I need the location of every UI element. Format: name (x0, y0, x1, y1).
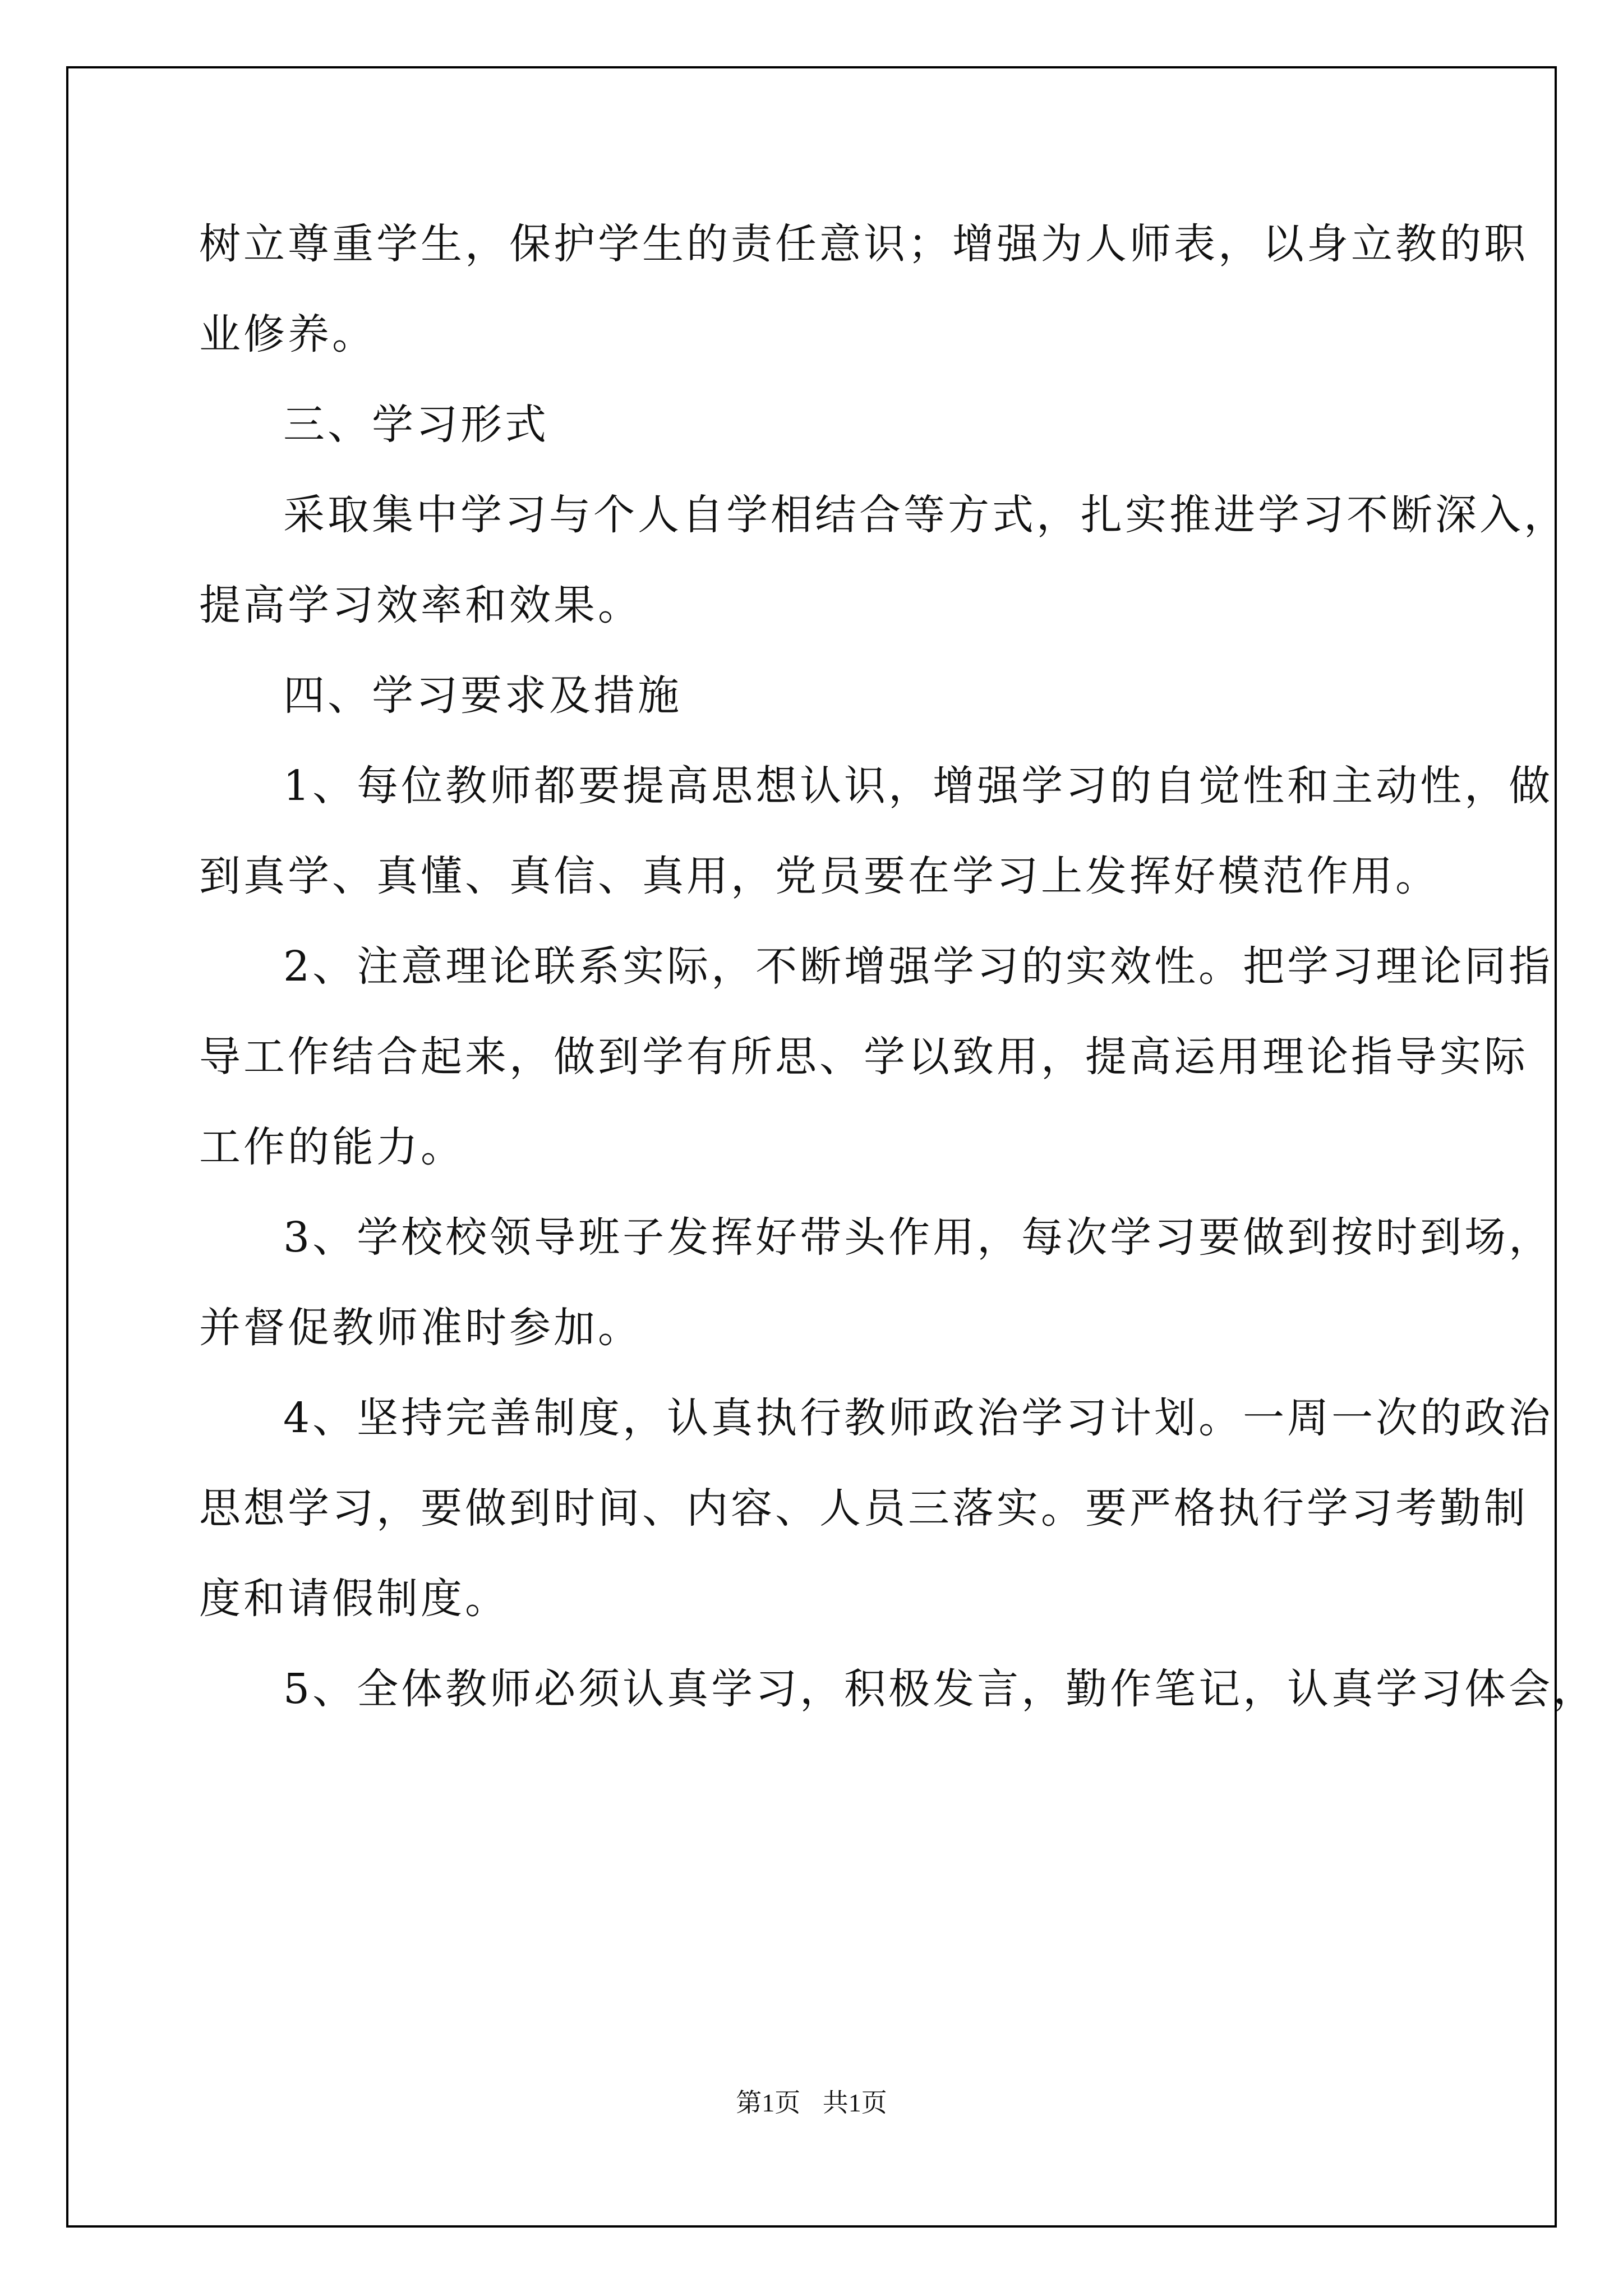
body-line: 5、全体教师必须认真学习，积极发言，勤作笔记，认真学习体会， (283, 1665, 1598, 1713)
page-number: 第1页 (736, 2088, 801, 2117)
section-heading: 三、学习形式 (283, 401, 549, 449)
body-line: 工作的能力。 (199, 1123, 465, 1171)
section-heading: 四、学习要求及措施 (283, 671, 682, 720)
body-line: 度和请假制度。 (199, 1575, 509, 1623)
body-line: 并督促教师准时参加。 (199, 1304, 642, 1352)
body-line: 4、坚持完善制度，认真执行教师政治学习计划。一周一次的政治 (283, 1394, 1553, 1442)
page-total: 共1页 (822, 2088, 887, 2117)
body-line: 2、注意理论联系实际，不断增强学习的实效性。把学习理论同指 (283, 942, 1553, 991)
body-line: 思想学习，要做到时间、内容、人员三落实。要严格执行学习考勤制 (199, 1484, 1528, 1533)
body-line: 提高学习效率和效果。 (199, 581, 642, 629)
body-line: 3、学校校领导班子发挥好带头作用，每次学习要做到按时到场， (283, 1213, 1553, 1262)
page-footer (0, 2082, 1623, 2119)
body-line: 到真学、真懂、真信、真用，党员要在学习上发挥好模范作用。 (199, 852, 1440, 900)
body-line: 树立尊重学生，保护学生的责任意识；增强为人师表，以身立教的职 (199, 220, 1528, 268)
body-line: 采取集中学习与个人自学相结合等方式，扎实推进学习不断深入， (283, 491, 1568, 539)
body-line: 业修养。 (199, 310, 376, 358)
document-body (199, 199, 1598, 1734)
body-line: 1、每位教师都要提高思想认识，增强学习的自觉性和主动性，做 (283, 762, 1553, 810)
body-line: 导工作结合起来，做到学有所思、学以致用，提高运用理论指导实际 (199, 1033, 1528, 1081)
